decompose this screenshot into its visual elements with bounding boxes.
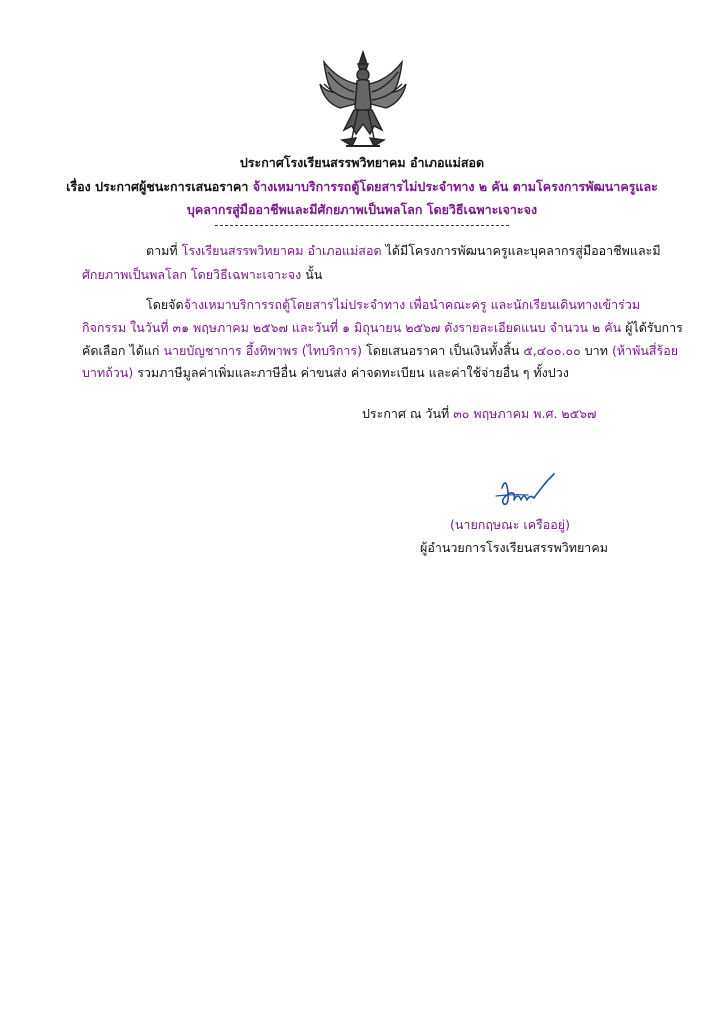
subject-prefix: เรื่อง ประกาศผู้ชนะการเสนอราคา [66, 179, 249, 194]
p2-highlight: จ้างเหมาบริการรถตู้โดยสารไม่ประจำทาง เพื่อนำคณะครู และนักเรียนเดินทางเข้าร่วม [183, 297, 641, 312]
vendor-name: นายบัญชาการ อึ้งทิพาพร (ไทบริการ) [163, 343, 363, 358]
announce-date-prefix: ประกาศ ณ วันที่ [362, 406, 450, 421]
price-in-words: (ห้าพันสี่ร้อย [611, 343, 679, 358]
garuda-emblem-icon [318, 50, 408, 150]
announce-date-value: ๓๐ พฤษภาคม พ.ศ. ๒๕๖๗ [453, 406, 597, 421]
paragraph-2-line-1 [146, 296, 640, 314]
signature-icon [488, 470, 558, 512]
signer-position: ผู้อำนวยการโรงเรียนสรรพวิทยาคม [420, 540, 608, 555]
paragraph-1-line-1 [146, 242, 661, 260]
p1-text: ตามที่ [146, 243, 178, 258]
school-name: โรงเรียนสรรพวิทยาคม อำเภอแม่สอด [181, 243, 382, 258]
p2-text: โดยเสนอราคา เป็นเงินทั้งสิ้น [366, 343, 520, 358]
signer-name: (นายกฤษณะ เครืออยู่) [450, 517, 570, 532]
p2-highlight: กิจกรรม ในวันที่ ๓๑ พฤษภาคม ๒๕๖๗ และวันที่ ๑ มิถุนายน ๒๕๖๗ ดังรายละเอียดแนบ จำนวน ๒ คัน [82, 320, 622, 335]
paragraph-2-line-4 [82, 364, 569, 382]
announcement-title: ประกาศโรงเรียนสรรพวิทยาคม อำเภอแม่สอด [239, 155, 485, 170]
subject-highlight-1: จ้างเหมาบริการรถตู้โดยสารไม่ประจำทาง ๒ คัน ตามโครงการพัฒนาครูและ [252, 179, 658, 194]
p2-text: บาท [584, 343, 608, 358]
p2-text: รวมภาษีมูลค่าเพิ่มและภาษีอื่น ค่าขนส่ง ค่าจดทะเบียน และค่าใช้จ่ายอื่น ๆ ทั้งปวง [137, 365, 569, 380]
paragraph-2-line-3 [82, 342, 678, 360]
announcement-subject-line-1 [0, 178, 724, 196]
p2-text: โดยจัด [146, 297, 184, 312]
p1-highlight: ศักยภาพเป็นพลโลก โดยวิธีเฉพาะเจาะจง [82, 267, 302, 282]
header-divider [215, 225, 509, 226]
p1-text: ได้มีโครงการพัฒนาครูและบุคลากรสู่มืออาชีพและมี [385, 243, 661, 258]
price-amount: ๕,๔๐๐.๐๐ [523, 343, 581, 358]
paragraph-2-line-2 [82, 319, 683, 337]
p2-text: คัดเลือก ได้แก่ [82, 343, 160, 358]
announcement-subject-line-2: บุคลากรสู่มืออาชีพและมีศักยภาพเป็นพลโลก โดยวิธีเฉพาะเจาะจง [186, 202, 538, 217]
announce-date [362, 405, 596, 423]
paragraph-1-line-2 [82, 266, 322, 284]
price-in-words-end: บาทถ้วน) [82, 365, 134, 380]
p2-text: ผู้ได้รับการ [625, 320, 683, 335]
p1-text: นั้น [305, 267, 323, 282]
